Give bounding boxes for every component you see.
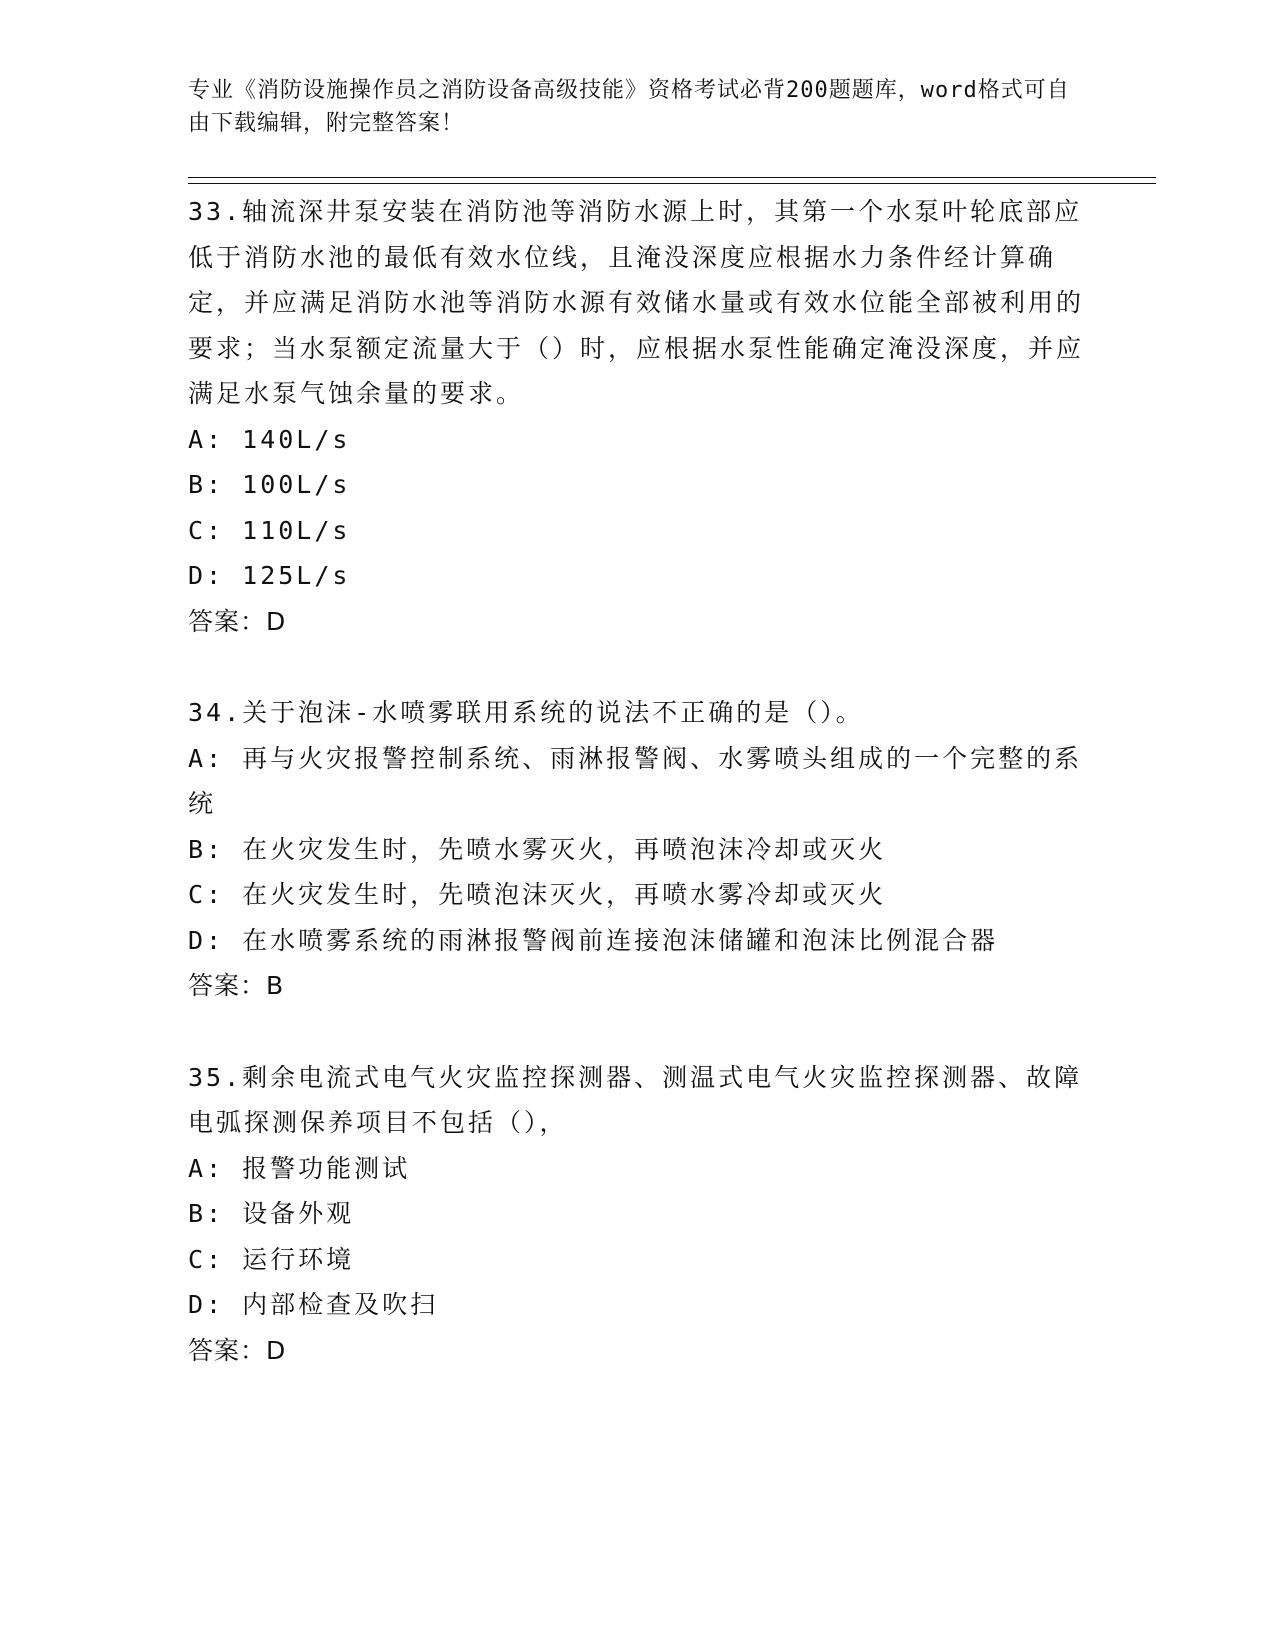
answer-label: 答案：B: [188, 971, 285, 1000]
header-text: 专业《消防设施操作员之消防设备高级技能》资格考试必背200题题库，word格式可自由下载编辑，附完整答案！: [188, 78, 1070, 136]
option-a: A: 再与火灾报警控制系统、雨淋报警阀、水雾喷头组成的一个完整的系统: [188, 743, 1083, 818]
option-a: A: 报警功能测试: [188, 1153, 411, 1183]
option-c: C: 在火灾发生时，先喷泡沫灭火，再喷水雾冷却或灭火: [188, 880, 887, 909]
answer-label: 答案：D: [188, 606, 287, 636]
document-header: [188, 74, 1088, 140]
option-d: D: 在水喷雾系统的雨淋报警阀前连接泡沫储罐和泡沫比例混合器: [188, 925, 999, 955]
question-34: [188, 690, 1088, 1009]
question-stem: 33.轴流深井泵安装在消防池等消防水源上时，其第一个水泵叶轮底部应低于消防水池的最低有效水位线，且淹没深度应根据水力条件经计算确定，并应满足消防水池等消防水源有效储水量或有效水位能全部被利用的要求；当水泵额定流量大于（）时，应根据水泵性能确定淹没深度，并应满足水泵气蚀余量的要求。: [188, 197, 1085, 408]
option-c: C: 110L/s: [188, 515, 351, 545]
option-c: C: 运行环境: [188, 1244, 355, 1274]
option-a: A: 140L/s: [188, 424, 351, 454]
option-b: B: 100L/s: [188, 470, 351, 499]
option-b: B: 设备外观: [188, 1199, 355, 1228]
option-d: D: 内部检查及吹扫: [188, 1290, 439, 1319]
option-b: B: 在火灾发生时，先喷水雾灭火，再喷泡沫冷却或灭火: [188, 834, 887, 864]
question-stem: 35.剩余电流式电气火灾监控探测器、测温式电气火灾监控探测器、故障电弧探测保养项目不包括（），: [188, 1062, 1083, 1137]
question-list: [188, 189, 1088, 1373]
question-stem: 34.关于泡沫-水喷雾联用系统的说法不正确的是（）。: [188, 698, 864, 727]
header-divider-bottom: [188, 183, 1156, 184]
question-35: [188, 1055, 1088, 1374]
option-d: D: 125L/s: [188, 561, 351, 590]
header-divider-top: [188, 177, 1156, 178]
answer-label: 答案：D: [188, 1335, 287, 1365]
question-33: [188, 189, 1088, 644]
